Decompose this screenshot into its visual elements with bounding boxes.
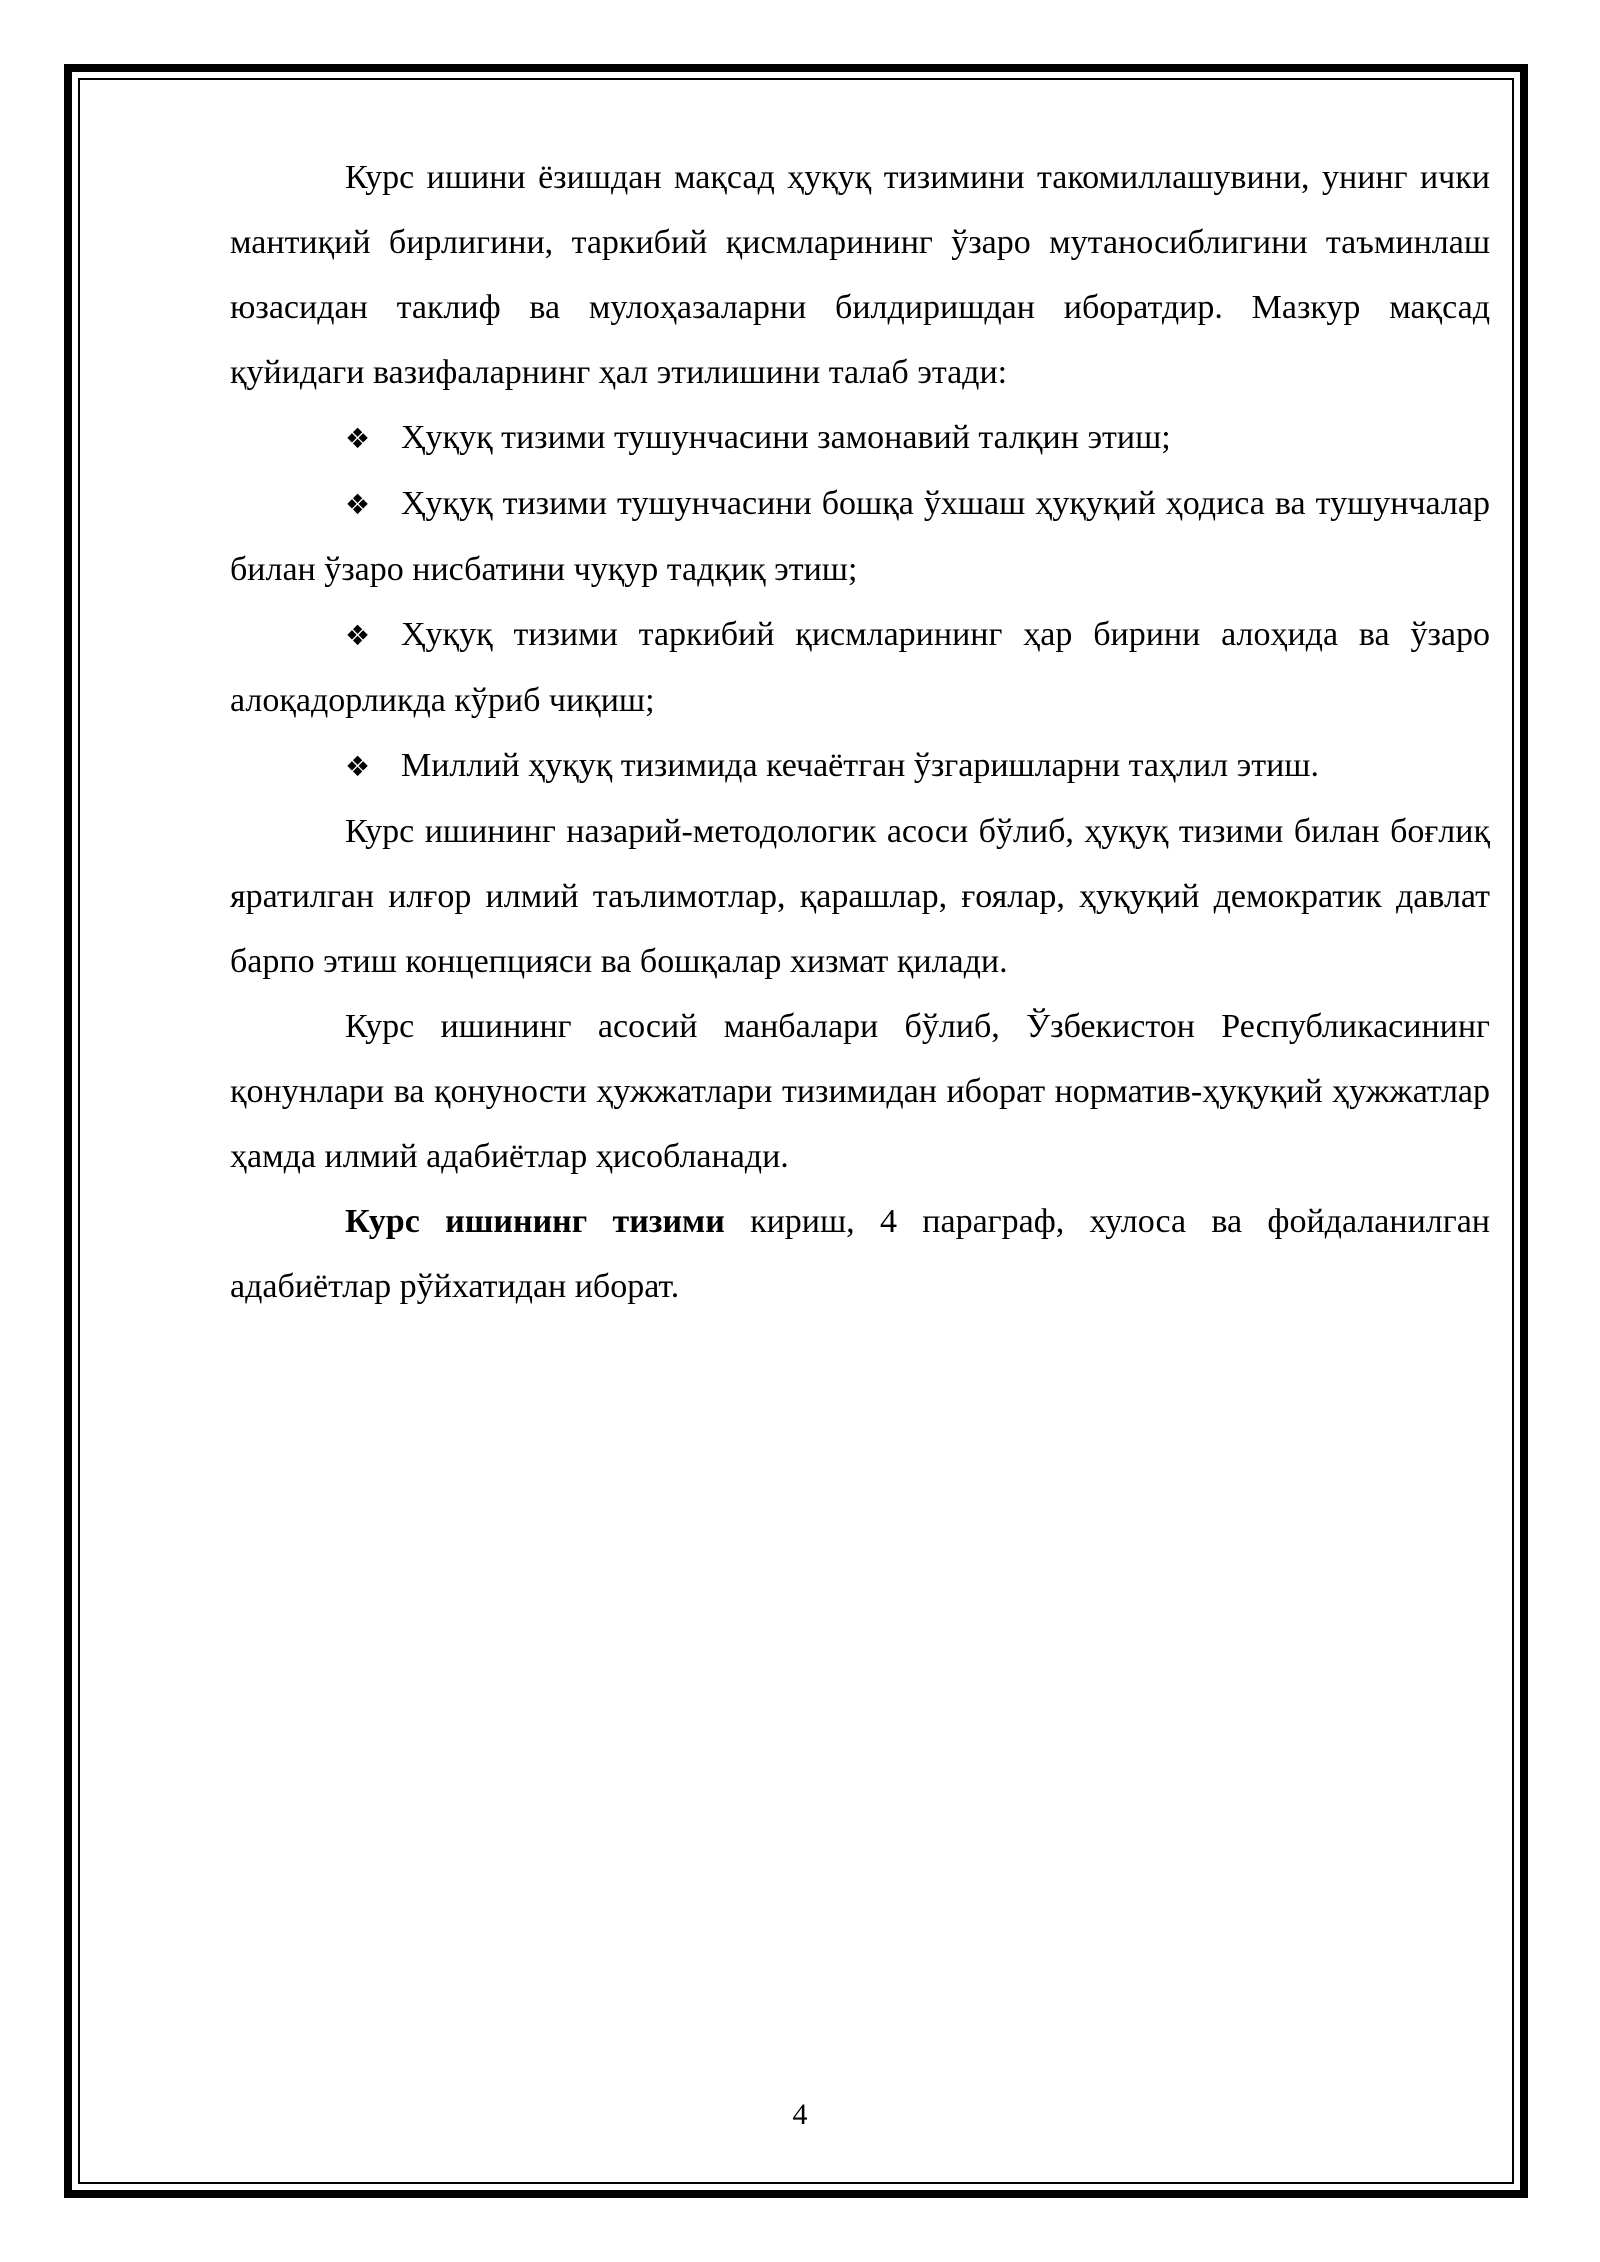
task-item	[230, 602, 1490, 733]
task-item-text: Ҳуқуқ тизими тушунчасини замонавий талқин этиш;	[401, 419, 1171, 456]
structure-paragraph	[230, 1189, 1490, 1319]
task-item	[230, 405, 1490, 471]
task-item	[230, 733, 1490, 799]
structure-text: кириш, 4 параграф, хулоса ва фойдаланилган адабиётлар рўйхатидан иборат.	[230, 1203, 1490, 1305]
task-item-text: Миллий ҳуқуқ тизимида кечаётган ўзгаришларни таҳлил этиш.	[401, 747, 1319, 784]
diamond-bullet-icon: ❖	[345, 422, 371, 455]
task-item-text: Ҳуқуқ тизими тушунчасини бошқа ўхшаш ҳуқуқий ҳодиса ва тушунчалар билан ўзаро нисбатини чуқур тадқиқ этиш;	[230, 485, 1490, 588]
sources-paragraph: Курс ишининг асосий манбалари бўлиб, Ўзбекистон Республикасининг қонунлари ва қонуности ҳужжатлари тизимидан иборат норматив-ҳуқуқий ҳужжатлар ҳамда илмий адабиётлар ҳисобланади.	[230, 1008, 1490, 1175]
page-number: 4	[792, 2098, 808, 2131]
diamond-bullet-icon: ❖	[345, 750, 371, 783]
document-body	[230, 145, 1490, 1319]
methodology-paragraph: Курс ишининг назарий-методологик асоси бўлиб, ҳуқуқ тизими билан боғлиқ яратилган илғор илмий таълимотлар, қарашлар, ғоялар, ҳуқуқий демократик давлат барпо этиш концепцияси ва бошқалар хизмат қилади.	[230, 813, 1490, 980]
diamond-bullet-icon: ❖	[345, 619, 371, 652]
task-item-text: Ҳуқуқ тизими таркибий қисмларининг ҳар бирини алоҳида ва ўзаро алоқадорликда кўриб чиқиш;	[230, 616, 1490, 719]
diamond-bullet-icon: ❖	[345, 488, 371, 521]
intro-paragraph: Курс ишини ёзишдан мақсад ҳуқуқ тизимини такомиллашувини, унинг ички мантиқий бирлигини, таркибий қисмларининг ўзаро мутаносиблигини таъминлаш юзасидан таклиф ва мулоҳазаларни билдиришдан иборатдир. Мазкур мақсад қуйидаги вазифаларнинг ҳал этилишини талаб этади:	[230, 159, 1490, 391]
structure-heading: Курс ишининг тизими	[345, 1203, 725, 1240]
task-item	[230, 471, 1490, 602]
